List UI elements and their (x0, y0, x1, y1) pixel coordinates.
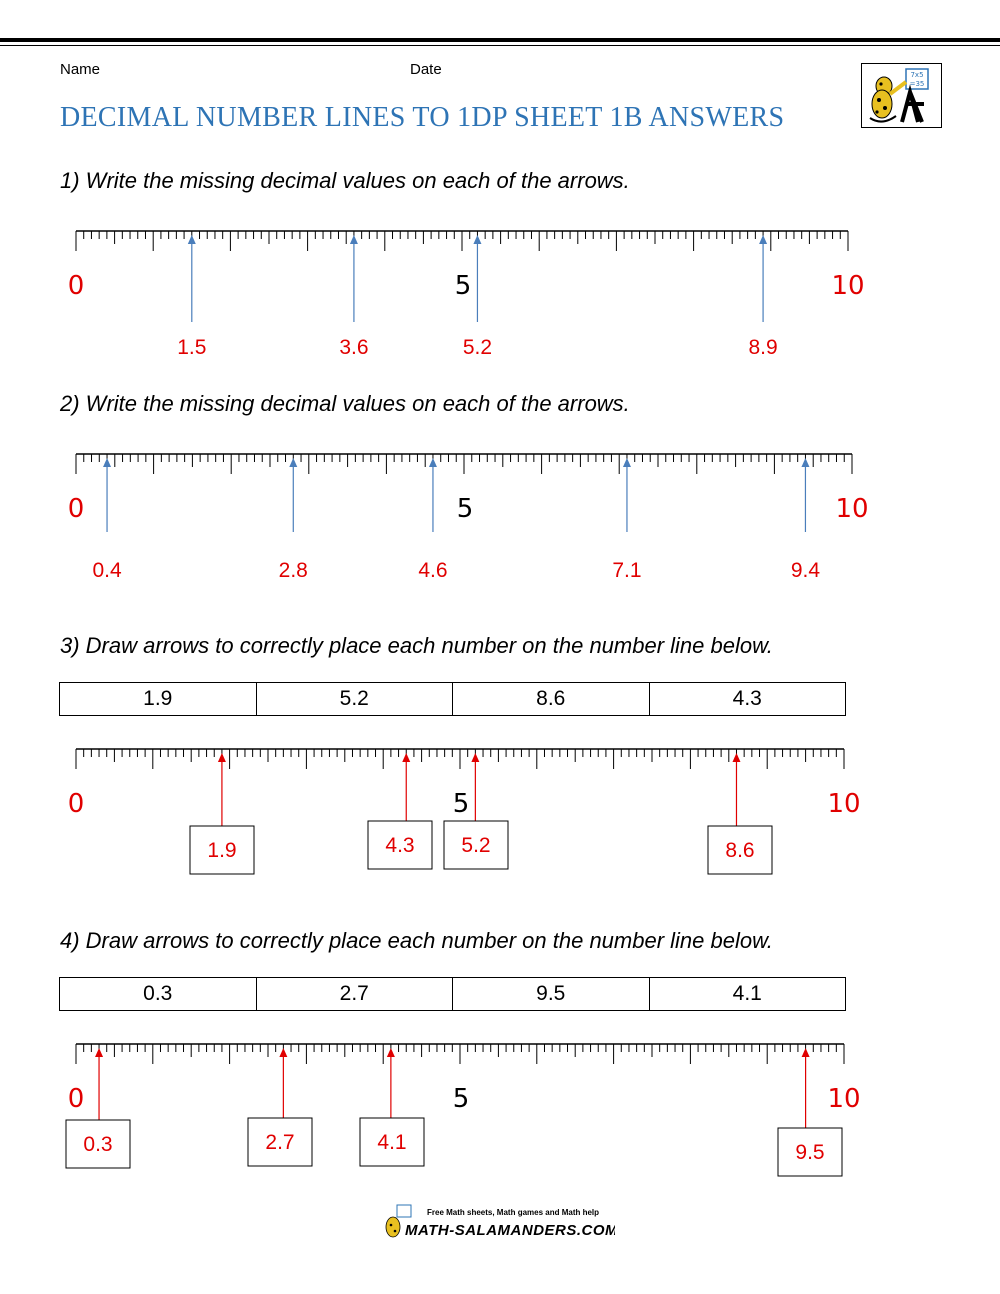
answer-label: 8.9 (748, 336, 778, 359)
arrow-head (732, 753, 740, 762)
arrow-head (188, 235, 196, 244)
answer-label: 4.1 (377, 1131, 407, 1154)
question-1-prompt: 1) Write the missing decimal values on each of the arrows. (60, 168, 630, 193)
arrow-head (802, 1048, 810, 1057)
answer-label: 7.1 (612, 559, 642, 582)
logo-text-2: =35 (909, 80, 925, 88)
arrow-head (103, 458, 111, 467)
date-label: Date (410, 61, 442, 78)
answer-label: 4.3 (385, 834, 415, 857)
arrow-head (471, 753, 479, 762)
mid-label: 5 (456, 494, 474, 524)
start-label: 0 (67, 271, 85, 301)
answer-label: 1.9 (207, 839, 237, 862)
footer-tagline: Free Math sheets, Math games and Math help (427, 1208, 600, 1217)
arrow-head (95, 1048, 103, 1057)
arrow-head (402, 753, 410, 762)
table-cell: 4.1 (732, 982, 762, 1005)
page-title: DECIMAL NUMBER LINES TO 1DP SHEET 1B ANSWERS (60, 102, 785, 133)
table-cell: 9.5 (453, 978, 650, 1010)
table-cell: 5.2 (257, 683, 454, 715)
answer-label: 5.2 (462, 336, 493, 359)
mid-label: 5 (452, 1084, 470, 1114)
table-cell: 4.3 (732, 687, 762, 710)
start-label: 0 (67, 789, 85, 819)
arrow-head (387, 1048, 395, 1057)
answer-label: 2.7 (265, 1131, 295, 1154)
answer-label: 0.4 (92, 559, 122, 582)
start-label: 0 (67, 494, 85, 524)
question-4-prompt: 4) Draw arrows to correctly place each number on the number line below. (60, 928, 773, 953)
question-2-prompt: 2) Write the missing decimal values on each of the arrows. (60, 391, 630, 416)
footer-logo (383, 1203, 615, 1243)
arrow-head (218, 753, 226, 762)
answer-label: 0.3 (83, 1133, 113, 1156)
table-cell: 8.6 (453, 683, 650, 715)
end-label: 10 (827, 789, 861, 819)
arrow-head (623, 458, 631, 467)
answer-label: 1.5 (177, 336, 207, 359)
arrow-head (279, 1048, 287, 1057)
logo-text-1: 7x5 (910, 71, 924, 79)
table-cell: 1.9 (60, 683, 257, 715)
arrow-head (759, 235, 767, 244)
arrow-head (473, 235, 481, 244)
answer-label: 8.6 (725, 839, 755, 862)
arrow-head (350, 235, 358, 244)
arrow-head (801, 458, 809, 467)
answer-label: 3.6 (339, 336, 369, 359)
end-label: 10 (831, 271, 865, 301)
end-label: 10 (827, 1084, 861, 1114)
mid-label: 5 (452, 789, 470, 819)
name-label: Name (60, 61, 101, 78)
end-label: 10 (835, 494, 869, 524)
table-cell: 0.3 (60, 978, 257, 1010)
answer-label: 5.2 (461, 834, 491, 857)
arrow-head (289, 458, 297, 467)
mid-label: 5 (454, 271, 472, 301)
table-cell: 2.7 (257, 978, 454, 1010)
answer-label: 9.5 (795, 1141, 825, 1164)
answer-label: 2.8 (278, 559, 308, 582)
answer-label: 9.4 (790, 559, 821, 582)
arrow-head (429, 458, 437, 467)
answer-label: 4.6 (418, 559, 448, 582)
start-label: 0 (67, 1084, 85, 1114)
question-3-prompt: 3) Draw arrows to correctly place each number on the number line below. (60, 633, 773, 658)
footer-site: MATH-SALAMANDERS.COM (405, 1222, 615, 1239)
